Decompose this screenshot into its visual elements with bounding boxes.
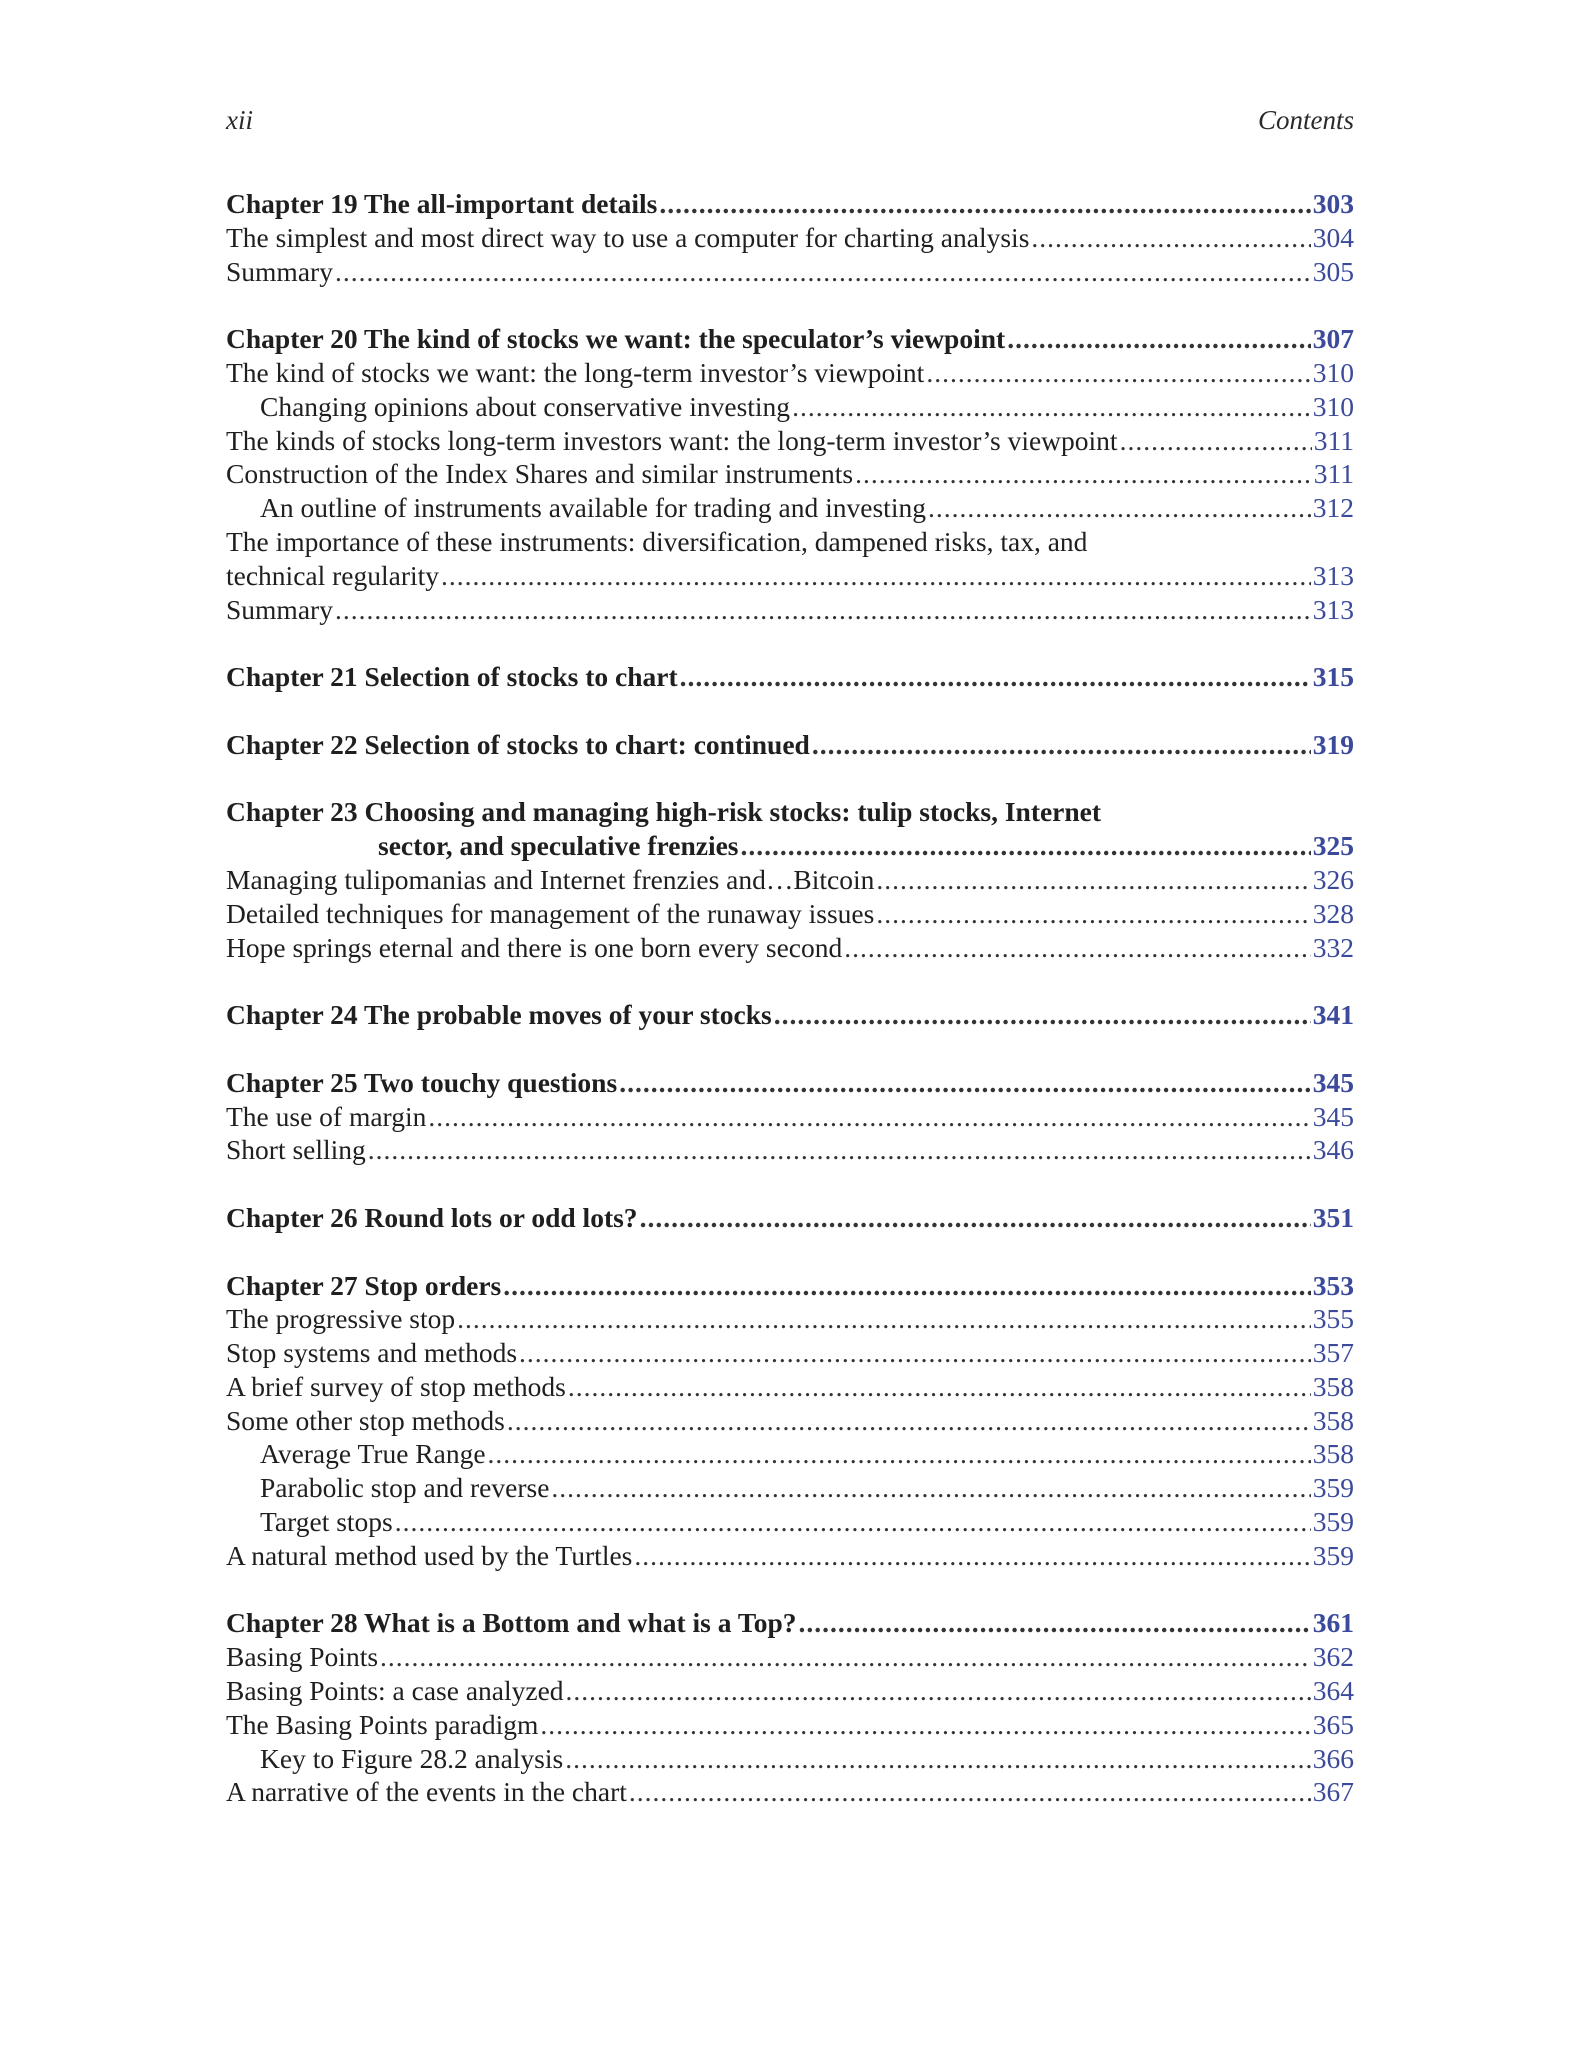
toc-spacer <box>226 1167 1354 1201</box>
toc-chapter-entry[interactable] <box>226 1606 1354 1640</box>
toc-section-entry[interactable] <box>226 1133 1354 1167</box>
toc-entry-title: Chapter 19 The all-important details <box>226 188 658 219</box>
dot-leader <box>1120 424 1312 458</box>
dot-leader <box>680 660 1311 694</box>
toc-chapter-entry[interactable] <box>226 187 1354 221</box>
toc-page-number-link[interactable]: 358 <box>1312 1404 1354 1436</box>
dot-leader <box>876 897 1310 931</box>
dot-leader <box>568 1370 1311 1404</box>
running-head <box>226 100 1354 140</box>
toc-spacer <box>226 1235 1354 1269</box>
toc-page-number-link[interactable]: 345 <box>1312 1066 1354 1098</box>
toc-page-number-link[interactable]: 311 <box>1313 458 1354 490</box>
dot-leader <box>380 1640 1311 1674</box>
toc-entry-title: sector, and speculative frenzies <box>378 830 739 862</box>
dot-leader <box>428 1100 1310 1134</box>
toc-entry-title: Chapter 25 Two touchy questions <box>226 1066 618 1098</box>
dot-leader <box>792 390 1311 424</box>
toc-page-number-link[interactable]: 312 <box>1312 492 1354 524</box>
toc-chapter-entry[interactable] <box>226 998 1354 1032</box>
toc-entry-title: Key to Figure 28.2 analysis <box>260 1742 564 1774</box>
toc-page-number-link[interactable]: 366 <box>1312 1742 1354 1774</box>
toc-spacer <box>226 964 1354 998</box>
toc-chapter-entry[interactable] <box>226 795 1354 829</box>
toc-entry-title: Chapter 21 Selection of stocks to chart <box>226 661 678 693</box>
toc-page-number-link[interactable]: 332 <box>1312 931 1354 963</box>
toc-page-number-link[interactable]: 359 <box>1312 1472 1354 1504</box>
table-of-contents <box>226 187 1354 1809</box>
toc-spacer <box>226 694 1354 728</box>
toc-entry-title: A brief survey of stop methods <box>226 1370 566 1402</box>
dot-leader <box>551 1471 1310 1505</box>
toc-section-entry[interactable] <box>226 863 1354 897</box>
toc-section-entry[interactable] <box>226 559 1354 593</box>
toc-page-number-link[interactable]: 328 <box>1312 897 1354 929</box>
toc-chapter-entry[interactable] <box>226 829 1354 863</box>
toc-section-entry[interactable] <box>226 424 1354 458</box>
toc-entry-title: Hope springs eternal and there is one born every second <box>226 931 843 963</box>
toc-subsection-entry[interactable] <box>226 1437 1354 1471</box>
toc-page-number-link[interactable]: 313 <box>1312 559 1354 591</box>
dot-leader <box>774 998 1311 1032</box>
toc-subsection-entry[interactable] <box>226 390 1354 424</box>
toc-page-number-link[interactable]: 362 <box>1312 1641 1354 1673</box>
toc-page-number-link[interactable]: 319 <box>1312 728 1354 760</box>
dot-leader <box>629 1775 1311 1809</box>
toc-section-entry[interactable] <box>226 1539 1354 1573</box>
toc-subsection-entry[interactable] <box>226 1471 1354 1505</box>
dot-leader <box>540 1708 1310 1742</box>
dot-leader <box>1031 221 1310 255</box>
toc-page-number-link[interactable]: 351 <box>1312 1201 1354 1233</box>
toc-entry-title: Chapter 26 Round lots or odd lots? <box>226 1201 638 1233</box>
toc-entry-title: A narrative of the events in the chart <box>226 1776 627 1808</box>
running-head-title: Contents <box>1257 104 1354 135</box>
dot-leader <box>507 1404 1311 1438</box>
toc-entry-title: The simplest and most direct way to use a computer for charting analysis <box>226 221 1030 253</box>
toc-entry-title: Managing tulipomanias and Internet frenzies and…Bitcoin <box>226 863 875 895</box>
toc-page-number-link[interactable]: 355 <box>1312 1303 1354 1335</box>
dot-leader <box>640 1201 1311 1235</box>
toc-page-number-link[interactable]: 315 <box>1312 661 1354 693</box>
toc-section-entry[interactable] <box>226 1775 1354 1809</box>
toc-chapter-entry[interactable] <box>226 1201 1354 1235</box>
dot-leader <box>876 863 1310 897</box>
toc-entry-title: Changing opinions about conservative investing <box>260 390 791 422</box>
toc-section-entry[interactable] <box>226 1336 1354 1370</box>
toc-section-entry[interactable] <box>226 593 1354 627</box>
dot-leader <box>812 728 1311 762</box>
toc-entry-title: The use of margin <box>226 1100 427 1132</box>
dot-leader <box>928 491 1311 525</box>
toc-spacer <box>226 1032 1354 1066</box>
dot-leader <box>503 1269 1310 1303</box>
toc-page-number-link[interactable]: 341 <box>1312 999 1354 1031</box>
toc-page-number-link[interactable]: 313 <box>1312 593 1354 625</box>
toc-page-number-link[interactable]: 346 <box>1312 1134 1354 1166</box>
toc-subsection-entry[interactable] <box>226 491 1354 525</box>
toc-entry-title: The kinds of stocks long-term investors want: the long-term investor’s viewpoint <box>226 424 1118 456</box>
toc-subsection-entry[interactable] <box>226 1505 1354 1539</box>
toc-section-entry[interactable] <box>226 1100 1354 1134</box>
toc-page-number-link[interactable]: 358 <box>1312 1438 1354 1470</box>
toc-page-number-link[interactable]: 310 <box>1312 390 1354 422</box>
toc-spacer <box>226 626 1354 660</box>
toc-chapter-entry[interactable] <box>226 660 1354 694</box>
dot-leader <box>368 1133 1311 1167</box>
toc-entry-title: The progressive stop <box>226 1303 456 1335</box>
toc-page-number-link[interactable]: 304 <box>1312 221 1354 253</box>
toc-page-number-link[interactable]: 367 <box>1312 1776 1354 1808</box>
toc-chapter-entry[interactable] <box>226 728 1354 762</box>
toc-entry-title: Chapter 23 Choosing and managing high-risk stocks: tulip stocks, Internet <box>226 796 1102 828</box>
toc-entry-title: Chapter 27 Stop orders <box>226 1269 502 1301</box>
dot-leader <box>844 931 1310 965</box>
dot-leader <box>565 1742 1311 1776</box>
toc-section-entry[interactable] <box>226 356 1354 390</box>
toc-entry-title: Chapter 28 What is a Bottom and what is a Top? <box>226 1607 797 1639</box>
toc-entry-title: Chapter 20 The kind of stocks we want: the speculator’s viewpoint <box>226 323 1006 355</box>
toc-page-number-link[interactable]: 353 <box>1312 1269 1354 1301</box>
dot-leader <box>457 1302 1311 1336</box>
toc-page-number-link[interactable]: 361 <box>1312 1607 1354 1639</box>
dot-leader <box>566 1674 1311 1708</box>
dot-leader <box>799 1606 1311 1640</box>
dot-leader <box>741 829 1311 863</box>
toc-page-number-link[interactable]: 307 <box>1312 323 1354 355</box>
toc-entry-title: Chapter 24 The probable moves of your stocks <box>226 999 772 1031</box>
toc-section-entry[interactable] <box>226 1404 1354 1438</box>
toc-entry-title: Basing Points: a case analyzed <box>226 1675 564 1707</box>
toc-entry-title: The kind of stocks we want: the long-term investor’s viewpoint <box>226 356 925 388</box>
dot-leader <box>519 1336 1311 1370</box>
toc-chapter-entry[interactable] <box>226 1269 1354 1303</box>
toc-section-entry[interactable] <box>226 1370 1354 1404</box>
toc-entry-title: Construction of the Index Shares and similar instruments <box>226 458 854 490</box>
toc-entry-title: A natural method used by the Turtles <box>226 1539 633 1571</box>
dot-leader <box>855 457 1312 491</box>
toc-entry-title: Chapter 22 Selection of stocks to chart: continued <box>226 728 810 760</box>
toc-page-number-link[interactable]: 357 <box>1312 1337 1354 1369</box>
toc-entry-title: The Basing Points paradigm <box>226 1708 539 1740</box>
dot-leader <box>659 187 1310 221</box>
toc-entry-title: Summary <box>226 593 333 625</box>
dot-leader <box>634 1539 1310 1573</box>
dot-leader <box>395 1505 1311 1539</box>
toc-spacer <box>226 762 1354 796</box>
dot-leader <box>619 1066 1311 1100</box>
toc-section-entry[interactable] <box>226 1674 1354 1708</box>
toc-section-entry[interactable] <box>226 1302 1354 1336</box>
toc-section-entry[interactable] <box>226 1708 1354 1742</box>
toc-page-number-link[interactable]: 359 <box>1312 1506 1354 1538</box>
toc-subsection-entry[interactable] <box>226 1742 1354 1776</box>
toc-page-number-link[interactable]: 311 <box>1313 424 1354 456</box>
toc-page-number-link[interactable]: 303 <box>1312 188 1354 219</box>
toc-section-entry[interactable] <box>226 221 1354 255</box>
toc-entry-title: Some other stop methods <box>226 1404 505 1436</box>
toc-page-number-link[interactable]: 310 <box>1312 356 1354 388</box>
toc-entry-title: The importance of these instruments: diversification, dampened risks, tax, and <box>226 525 1088 557</box>
dot-leader <box>441 559 1311 593</box>
dot-leader <box>335 255 1311 289</box>
toc-entry-title: Parabolic stop and reverse <box>260 1472 550 1504</box>
dot-leader <box>1007 322 1311 356</box>
toc-section-entry[interactable] <box>226 1640 1354 1674</box>
toc-entry-title: technical regularity <box>226 559 440 591</box>
toc-section-entry[interactable] <box>226 931 1354 965</box>
toc-page-number-link[interactable]: 365 <box>1312 1708 1354 1740</box>
toc-section-entry[interactable] <box>226 457 1354 491</box>
toc-page-number-link[interactable]: 325 <box>1312 830 1354 862</box>
dot-leader <box>335 593 1311 627</box>
toc-chapter-entry[interactable] <box>226 322 1354 356</box>
toc-page-number-link[interactable]: 359 <box>1312 1539 1354 1571</box>
toc-section-entry[interactable] <box>226 897 1354 931</box>
toc-page-number-link[interactable]: 305 <box>1312 255 1354 287</box>
toc-section-entry[interactable] <box>226 525 1354 559</box>
dot-leader <box>926 356 1310 390</box>
toc-entry-title: Stop systems and methods <box>226 1337 518 1369</box>
toc-page-number-link[interactable]: 358 <box>1312 1370 1354 1402</box>
toc-entry-title: Detailed techniques for management of the runaway issues <box>226 897 875 929</box>
toc-chapter-entry[interactable] <box>226 1066 1354 1100</box>
toc-entry-title: Average True Range <box>260 1438 486 1470</box>
toc-entry-title: Summary <box>226 255 333 287</box>
toc-entry-title: Basing Points <box>226 1641 379 1673</box>
toc-spacer <box>226 288 1354 322</box>
folio-page-number: xii <box>226 104 253 135</box>
toc-page-number-link[interactable]: 364 <box>1312 1675 1354 1707</box>
dot-leader <box>488 1437 1311 1471</box>
toc-spacer <box>226 1573 1354 1607</box>
toc-entry-title: Short selling <box>226 1134 366 1166</box>
toc-section-entry[interactable] <box>226 255 1354 289</box>
toc-page-number-link[interactable]: 345 <box>1312 1100 1354 1132</box>
toc-entry-title: An outline of instruments available for trading and investing <box>260 492 926 524</box>
toc-entry-title: Target stops <box>260 1506 393 1538</box>
toc-page-number-link[interactable]: 326 <box>1312 863 1354 895</box>
